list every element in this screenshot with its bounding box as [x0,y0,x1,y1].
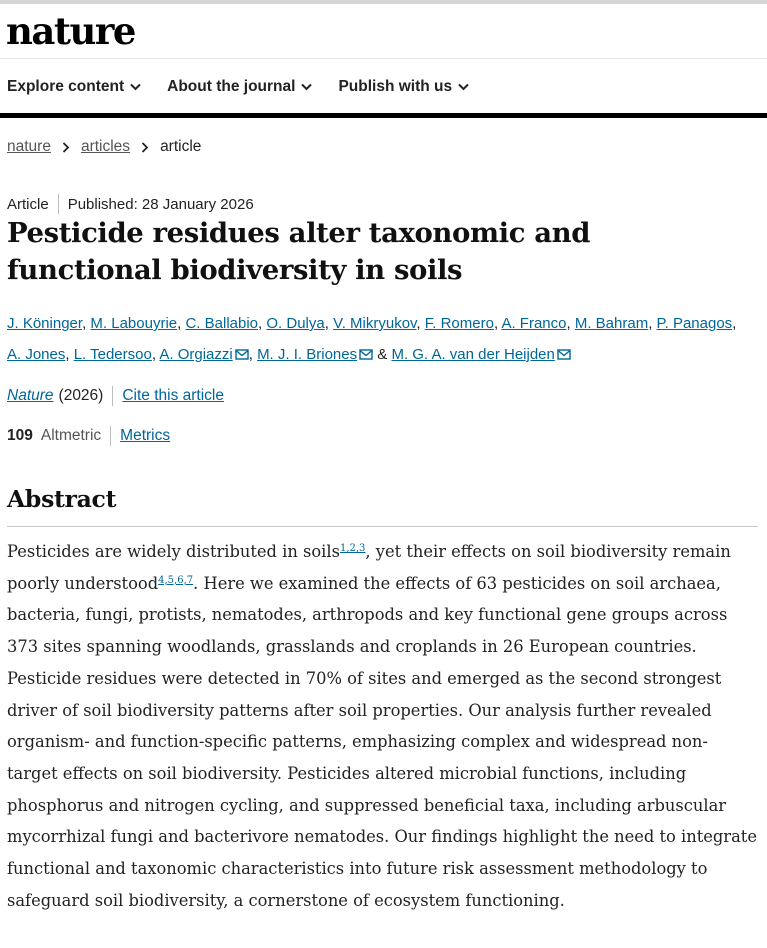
abstract-text-part: , yet their effects on soil biodiversity remain poorly understood [7,542,731,593]
author-link[interactable]: A. Orgiazzi [159,346,233,363]
divider [58,194,59,214]
author-link[interactable]: A. Franco [501,315,567,332]
cite-article-link[interactable]: Cite this article [122,387,224,404]
main-nav [7,74,495,100]
abstract-heading: Abstract [7,485,117,513]
author-list: J. Köninger, M. Labouyrie, C. Ballabio, O. Dulya, V. Mikryukov, F. Romero, A. Franco, M. Bahram, P. Panagos, A. Jones, L. Tedersoo, A. Orgiazzi , M. J. I. Briones & M. G. A. van der Heijden [7,315,737,363]
journal-link[interactable]: Nature [7,387,54,404]
divider [112,386,113,406]
author-link[interactable]: C. Ballabio [185,315,259,332]
author-ampersand: & [377,346,388,363]
chevron-right-icon [141,142,149,153]
author-link[interactable]: J. Köninger [7,315,83,332]
breadcrumb [7,138,201,156]
nav-bottom-rule [0,113,767,118]
metrics-link[interactable]: Metrics [120,427,171,444]
site-logo[interactable]: nature [6,9,135,53]
author-link[interactable]: L. Tedersoo [73,346,152,363]
nav-about-journal[interactable] [167,74,312,100]
author-link[interactable]: M. Bahram [574,315,649,332]
abstract-text-part: . Here we examined the effects of 63 pesticides on soil archaea, bacteria, fungi, protists, nematodes, arthropods and key functional gene groups across 373 sites spanning woodlands, grasslands and croplands in 26 European countries. Pesticide residues were detected in 70% of sites and emerged as the second strongest driver of soil biodiversity patterns after soil properties. Our analysis further revealed organism- and function-specific patterns, emphasizing complex and widespread non-target effects on soil biodiversity. Pesticides altered microbial functions, including phosphorus and nitrogen cycling, and suppressed beneficial taxa, including arbuscular mycorrhizal fungi and bacterivore nematodes. Our findings highlight the need to integrate functional and taxonomic characteristics into future risk assessment methodology to safeguard soil biodiversity, a cornerstone of ecosystem functioning. [7,573,757,910]
article-type: Article [7,195,49,213]
chevron-down-icon [130,83,141,91]
author-link[interactable]: M. Labouyrie [90,315,178,332]
author-link[interactable]: A. Jones [7,346,66,363]
nav-item-label: Explore content [7,78,125,95]
author-link[interactable]: V. Mikryukov [333,315,417,332]
published-date: Published: 28 January 2026 [67,195,254,213]
top-strip [0,0,767,4]
chevron-down-icon [301,83,312,91]
citation-sup [340,543,365,554]
author-link[interactable]: F. Romero [424,315,494,332]
author-link[interactable]: O. Dulya [266,315,325,332]
nav-item-label: About the journal [167,78,296,95]
author-link[interactable]: M. G. A. van der Heijden [391,346,555,363]
mail-icon[interactable] [235,349,249,360]
nav-item-label: Publish with us [338,78,453,95]
chevron-down-icon [458,83,469,91]
journal-info [7,386,224,406]
author-link[interactable]: M. J. I. Briones [257,346,358,363]
citation-sup [158,575,193,586]
article-meta [7,194,254,214]
altmetric-label: Altmetric [40,427,102,444]
breadcrumb-link-articles[interactable]: articles [80,138,131,155]
breadcrumb-current: article [160,138,202,155]
header-divider [0,58,767,59]
publication-year: (2026) [58,387,104,404]
citation-link[interactable]: 4,5,6,7 [158,574,194,586]
citation-link[interactable]: 1,2,3 [339,543,366,554]
breadcrumb-link-nature[interactable]: nature [7,138,51,155]
author-link[interactable]: P. Panagos [656,315,733,332]
abstract-text-part: Pesticides are widely distributed in soils [7,542,340,561]
nav-publish-with-us[interactable] [338,74,469,100]
divider [110,426,111,446]
mail-icon[interactable] [557,349,571,360]
altmetric-count: 109 [7,427,33,444]
abstract-text [7,536,758,916]
article-title: Pesticide residues alter taxonomic and functional biodiversity in soils [7,217,591,286]
abstract-divider [7,526,758,527]
nav-explore-content[interactable] [7,74,141,100]
mail-icon[interactable] [359,349,373,360]
chevron-right-icon [62,142,70,153]
article-metrics [7,426,170,446]
